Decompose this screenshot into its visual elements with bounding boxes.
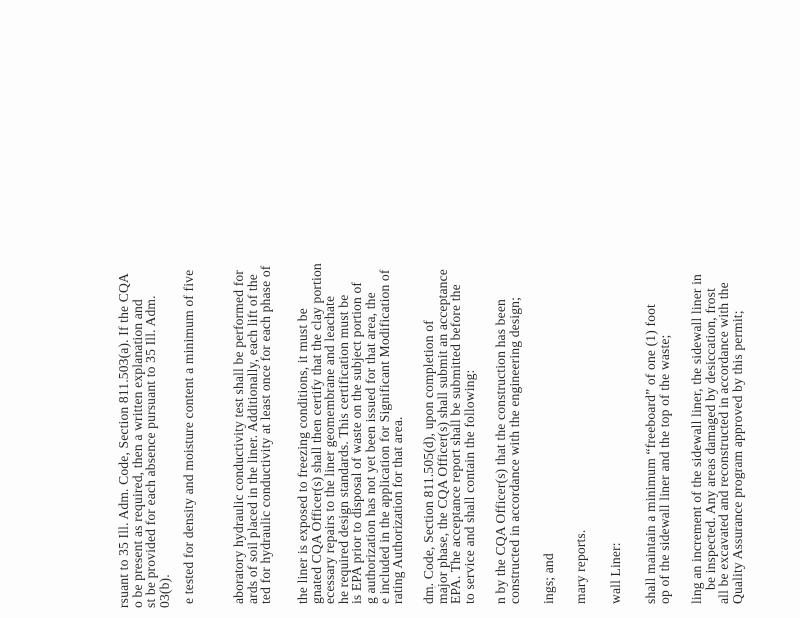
text-line: e included in the application for Significant Modification of	[376, 269, 392, 604]
text-line: ings; and	[541, 553, 556, 604]
text-line: rsuant to 35 Ill. Adm. Code, Section 811.503(a). If the CQA	[116, 273, 131, 608]
text-line: all be excavated and reconstructed in accordance with the	[716, 282, 732, 604]
text-line: gnated CQA Officer(s) shall then certify that the clay portion	[308, 263, 324, 604]
paragraph-acceptance-report	[422, 118, 476, 618]
text-line: Quality Assurance program approved by this permit;	[729, 310, 745, 604]
paragraph-freezing-conditions	[296, 118, 405, 618]
paragraph-drawings	[542, 118, 556, 618]
paragraph-density-testing	[182, 118, 196, 618]
text-line: EPA. The acceptance report shall be submitted before the	[448, 284, 464, 604]
paragraph-construction-statement	[494, 118, 521, 618]
text-line: shall maintain a minimum “freeboard” of one (1) foot	[643, 304, 658, 604]
text-line: o be present as required, then a written explanation and	[129, 299, 145, 608]
text-line: is EPA prior to disposal of waste on the subject portion of	[349, 281, 365, 604]
paragraph-cqa-presence	[117, 118, 171, 618]
paragraph-freeboard	[644, 118, 671, 618]
text-line: rating Authorization for that area.	[390, 416, 406, 604]
text-line: wall Liner:	[608, 542, 623, 604]
text-line: ecessary repairs to the liner geomembrane and leachate	[322, 295, 338, 604]
text-line: op of the sidewall liner and the top of the waste;	[656, 334, 672, 604]
text-line: to service and shall contain the following:	[461, 369, 477, 604]
text-line: st be provided for each absence pursuant to 35 Ill. Adm.	[143, 295, 159, 608]
text-line: mary reports.	[573, 529, 588, 604]
paragraph-hydraulic-conductivity	[232, 118, 273, 618]
text-line: be inspected. Any areas damaged by desiccation, frost	[702, 287, 718, 590]
text-line: he required design standards. This certification must be	[335, 294, 351, 604]
paragraph-summary-reports	[574, 118, 588, 618]
text-line: ted for hydraulic conductivity at least once for each phase of	[258, 265, 274, 604]
text-line: major phase, the CQA Officer(s) shall submit an acceptance	[434, 269, 450, 604]
text-line: n by the CQA Officer(s) that the construction has been	[493, 299, 508, 604]
text-line: dm. Code, Section 811.505(d), upon completion of	[421, 320, 436, 604]
text-line: the liner is exposed to freezing conditions, it must be	[295, 308, 310, 604]
text-line: constructed in accordance with the engineering design;	[506, 296, 522, 604]
text-line: ling an increment of the sidewall liner, the sidewall liner in	[689, 273, 704, 604]
paragraph-sidewall-liner-heading	[609, 118, 623, 618]
rotated-document-text	[112, 118, 800, 618]
text-line: g authorization has not yet been issued for that area, the	[362, 292, 378, 604]
text-line: 03(b).	[156, 574, 172, 608]
paragraph-sidewall-inspection	[690, 118, 744, 618]
text-line: aboratory hydraulic conductivity test shall be performed for	[231, 269, 246, 604]
text-line: e tested for density and moisture content a minimum of five	[181, 269, 196, 604]
text-line: ards of soil placed in the liner. Additionally, each lift of the	[244, 274, 260, 604]
